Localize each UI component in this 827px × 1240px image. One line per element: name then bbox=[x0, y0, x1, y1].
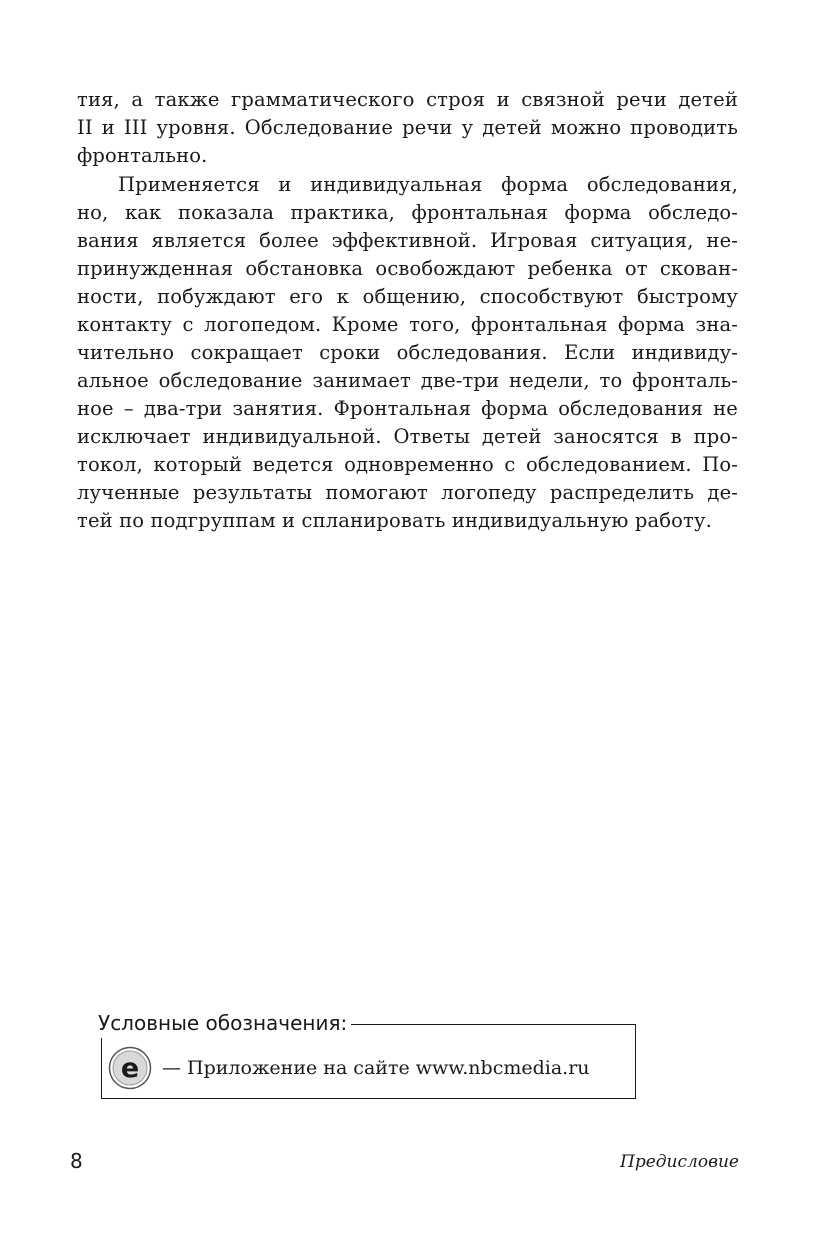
body-text-line: принужденная обстановка освобождают ребенка от скован- bbox=[77, 257, 738, 280]
body-text-line: вания является более эффективной. Игровая ситуация, не- bbox=[77, 229, 738, 252]
body-text-line: альное обследование занимает две-три недели, то фронталь- bbox=[77, 369, 738, 392]
body-text-line: лученные результаты помогают логопеду распределить де- bbox=[77, 481, 738, 504]
e-icon-letter: e bbox=[120, 1053, 140, 1084]
e-circle-icon bbox=[108, 1046, 152, 1090]
body-text-line: исключает индивидуальной. Ответы детей заносятся в про- bbox=[77, 425, 738, 448]
page-number: 8 bbox=[70, 1149, 83, 1173]
legend-text: — Приложение на сайте www.nbcmedia.ru bbox=[162, 1057, 590, 1079]
body-text-line: Применяется и индивидуальная форма обследования, bbox=[118, 173, 738, 196]
body-text-line: токол, который ведется одновременно с обследованием. По- bbox=[77, 453, 738, 476]
body-text-line: ное – два-три занятия. Фронтальная форма обследования не bbox=[77, 397, 738, 420]
body-text-line: II и III уровня. Обследование речи у детей можно проводить bbox=[77, 116, 738, 139]
body-text-line: фронтально. bbox=[77, 144, 208, 167]
body-text-line: но, как показала практика, фронтальная форма обследо- bbox=[77, 201, 738, 224]
body-text-line: тей по подгруппам и спланировать индивидуальную работу. bbox=[77, 509, 712, 532]
body-text-line: ности, побуждают его к общению, способствуют быстрому bbox=[77, 285, 738, 308]
body-text-line: тия, а также грамматического строя и связной речи детей bbox=[77, 88, 738, 111]
legend-row bbox=[108, 1046, 590, 1090]
running-head: Предисловие bbox=[620, 1152, 739, 1172]
body-text-line: контакту с логопедом. Кроме того, фронтальная форма зна- bbox=[77, 313, 738, 336]
legend-title: Условные обозначения: bbox=[95, 1008, 351, 1038]
body-text-line: чительно сокращает сроки обследования. Если индивиду- bbox=[77, 341, 738, 364]
